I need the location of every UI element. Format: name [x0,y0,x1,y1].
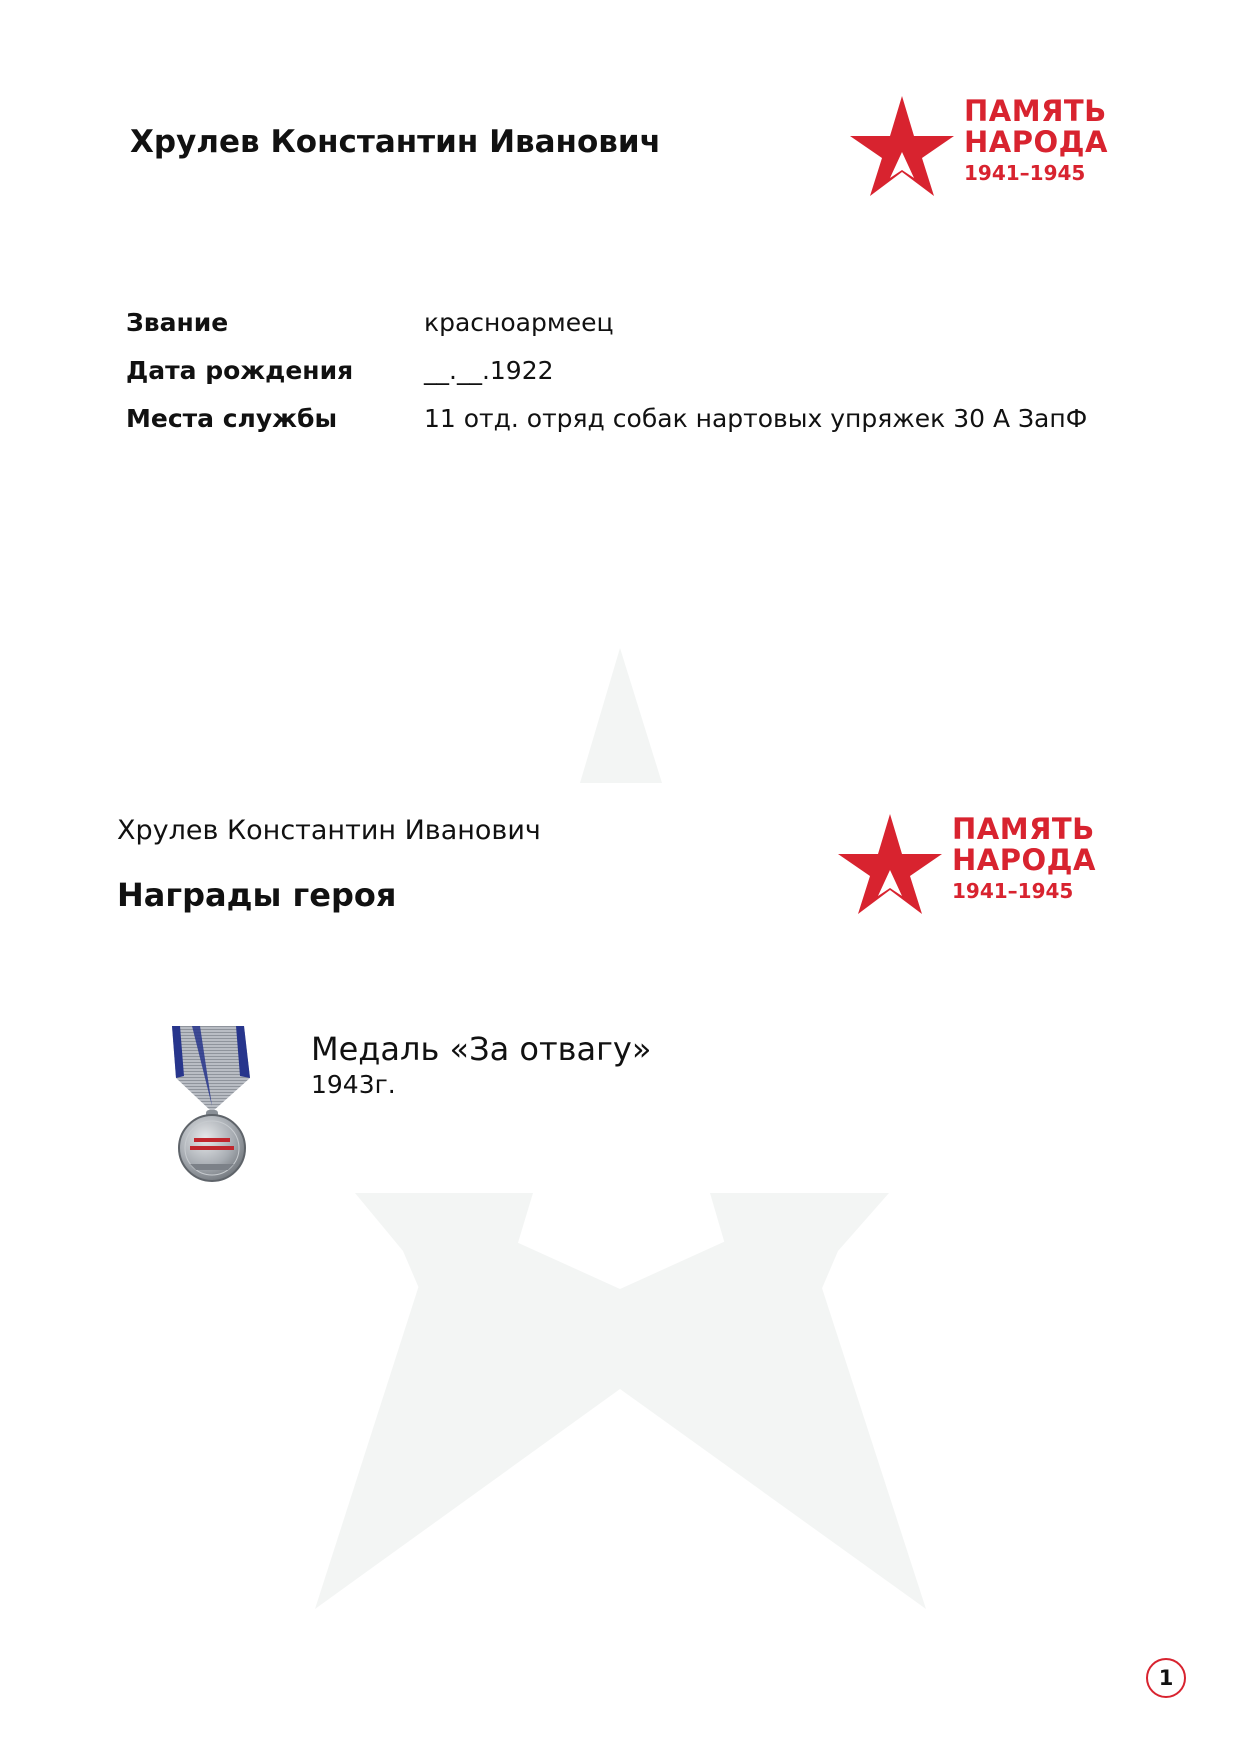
logo-line-2: НАРОДА [952,843,1096,877]
logo-years: 1941–1945 [952,879,1074,903]
logo-line-2: НАРОДА [964,125,1108,159]
page-number-badge [1146,1658,1186,1698]
info-table [126,298,1087,442]
info-row-birth-date [126,346,1087,394]
info-label: Места службы [126,403,338,433]
info-value: красноармеец [424,307,614,337]
medal-for-courage-icon [166,1026,262,1182]
logo-line-1: ПАМЯТЬ [952,812,1095,846]
awards-heading: Награды героя [117,876,397,914]
info-row-rank [126,298,1087,346]
info-label: Звание [126,307,229,337]
red-star-icon [838,814,942,914]
logo-line-1: ПАМЯТЬ [964,94,1107,128]
info-row-service-places [126,394,1087,442]
award-title: Медаль «За отвагу» [311,1030,652,1068]
info-label: Дата рождения [126,355,354,385]
page-number: 1 [1158,1666,1174,1690]
awards-hero-name: Хрулев Константин Иванович [117,815,541,846]
award-date: 1943г. [311,1070,396,1099]
logo-years: 1941–1945 [964,161,1086,185]
pamyat-naroda-logo [850,96,1108,196]
info-value: __.__.1922 [424,355,554,385]
hero-name-heading: Хрулев Константин Иванович [130,124,661,160]
pamyat-naroda-logo-2 [838,814,1096,914]
red-star-icon [850,96,954,196]
info-value: 11 отд. отряд собак нартовых упряжек 30 А ЗапФ [424,403,1088,433]
